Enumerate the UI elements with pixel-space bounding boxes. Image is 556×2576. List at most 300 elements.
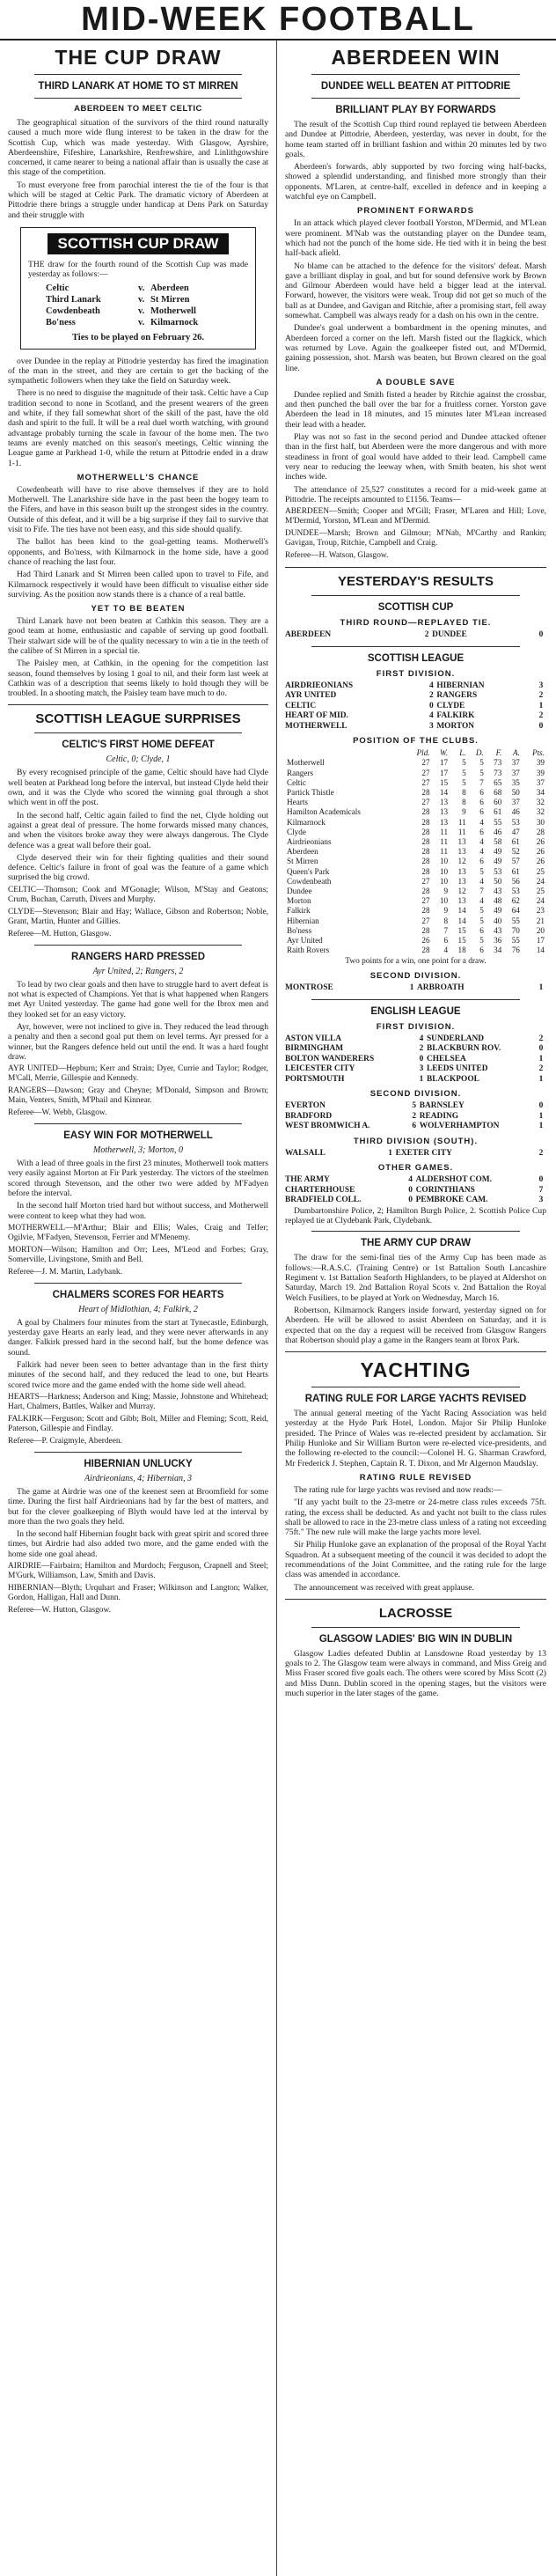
result-row	[285, 1149, 546, 1159]
table-cell: 5	[462, 777, 466, 787]
table-cell: 28	[421, 847, 430, 857]
table-cell: 49	[494, 847, 502, 857]
referee-line: Referee—M. Hutton, Glasgow.	[8, 929, 112, 938]
fixture-home: Bo'ness	[46, 317, 76, 328]
table-cell: 34	[536, 787, 545, 797]
league-results-table	[285, 681, 546, 732]
table-row	[285, 896, 546, 906]
article-paragraph: over Dundee in the replay at Pittodrie yesterday has fired the imagination of the man in the street, and they are certain to get the backing of the sympathetic followers when they take the field on Saturday week.	[8, 356, 268, 386]
table-cell: 64	[511, 906, 520, 916]
table-cell: 14	[457, 916, 466, 925]
home-score: 5	[412, 1101, 417, 1111]
table-cell: 8	[462, 798, 466, 807]
table-cell: 4	[479, 817, 484, 827]
results-title: YESTERDAY'S RESULTS	[338, 574, 494, 590]
prominent-paragraphs	[285, 218, 546, 372]
article-paragraph: Robertson, Kilmarnock Rangers inside forward, yesterday signed on for Aberdeen. He will be allowed to assist Aberdeen on Saturday, and it is expected that on the day a request will be received from Glasgow Rangers that Robertson should play a game in the Rangers team at Ibrox Park.	[285, 1305, 546, 1345]
table-cell: 4	[443, 946, 449, 955]
fixture-versus: v.	[138, 294, 145, 305]
fixture-home: Celtic	[46, 283, 70, 293]
table-note: Two points for a win, one point for a draw.	[345, 957, 486, 967]
table-cell: 52	[511, 847, 520, 857]
home-score: 4	[408, 1175, 413, 1185]
home-score: 4	[419, 1034, 424, 1043]
table-cell: 6	[443, 935, 449, 945]
team-line: RANGERS—Dawson; Gray and Cheyne; M'Donald, Simpson and Brown; Main, Venters, Smith, M'Phail and Kinnear.	[8, 1086, 268, 1106]
result-row	[285, 1122, 546, 1132]
result-row	[285, 630, 546, 641]
table-cell: 5	[479, 935, 484, 945]
table-cell: 28	[421, 946, 430, 955]
table-cell: 49	[494, 857, 502, 866]
table-cell: Kilmarnock	[287, 817, 326, 827]
yachting-heading: YACHTING	[360, 1358, 472, 1382]
table-cell: 32	[536, 807, 545, 817]
home-team: AIRDRIEONIANS	[285, 681, 354, 690]
double-save-paragraphs	[285, 390, 546, 504]
away-score: 0	[538, 1175, 544, 1185]
police-cup-note: Dumbartonshire Police, 2; Hamilton Burgh Police, 2. Scottish Police Cup replayed tie at Clydebank Park, Clydebank.	[285, 1205, 546, 1226]
article-paragraph: Play was not so fast in the second period and Dundee attacked oftener than in the first half, but Aberdeen were the more dangerous and with more steadiness in front of goal would have added to their lead. Campbell came very near to reducing the leeway when, with Smith beaten, his shot went inches wide.	[285, 432, 546, 482]
table-cell: 68	[494, 787, 502, 797]
result-row	[285, 681, 546, 692]
away-team: BARNSLEY	[419, 1101, 465, 1111]
home-team: MONTROSE	[285, 983, 333, 993]
table-cell: 11	[440, 827, 449, 836]
table-cell: 27	[421, 896, 430, 906]
table-cell: 26	[536, 847, 545, 857]
table-cell: Partick Thistle	[287, 787, 334, 797]
cup-draw-continued	[8, 357, 268, 468]
table-cell: 10	[439, 876, 449, 886]
hibernian-score: Airdrieonians, 4; Hibernian, 3	[84, 1473, 193, 1483]
article-paragraph: A goal by Chalmers four minutes from the start at Tynecastle, Edinburgh, yesterday gave Hearts an early lead, and they were never afterwards in any danger. Falkirk pressed hard in the second half, but the home defence was sound.	[8, 1317, 268, 1358]
table-row	[285, 847, 546, 857]
other-games-results	[285, 1175, 546, 1206]
home-team: AYR UNITED	[285, 691, 337, 701]
scottish-cup-heading: SCOTTISH CUP	[377, 602, 454, 614]
table-cell: 17	[536, 935, 545, 945]
aberdeen-win-title: ABERDEEN WIN	[331, 46, 501, 69]
table-cell: 26	[536, 836, 545, 846]
table-cell: 37	[536, 777, 545, 787]
home-team: WEST BROMWICH A.	[285, 1122, 370, 1131]
english-first-division: FIRST DIVISION.	[376, 1021, 456, 1032]
table-cell: 27	[421, 758, 430, 768]
lacrosse-subhead: GLASGOW LADIES' BIG WIN IN DUBLIN	[318, 1633, 513, 1645]
away-team: EXETER CITY	[395, 1148, 452, 1158]
table-row	[285, 877, 546, 887]
table-cell: Motherwell	[287, 758, 325, 768]
home-score: 2	[419, 1044, 424, 1054]
table-cell: 10	[439, 857, 449, 866]
table-cell: 27	[421, 916, 430, 925]
article-paragraph: Sir Philip Hunloke gave an explanation of the proposal of the Royal Yacht Squadron. At a subsequent meeting of the council it was decided to adopt the recommendations of the Joint Committee, and the rating rule for the large class was amended in accordance.	[285, 1540, 546, 1580]
table-cell: 13	[439, 817, 449, 827]
away-score: 0	[538, 721, 544, 731]
away-score: 0	[538, 1044, 544, 1054]
table-cell: 6	[479, 857, 484, 866]
table-cell: 37	[511, 758, 520, 768]
table-cell: 28	[421, 866, 430, 876]
motherwell-score: Motherwell, 3; Morton, 0	[93, 1145, 183, 1156]
home-score: 0	[408, 1185, 413, 1195]
table-cell: 17	[439, 768, 449, 777]
table-row	[285, 828, 546, 837]
result-row	[285, 1186, 546, 1196]
table-cell: 24	[536, 876, 545, 886]
hearts-score: Heart of Midlothian, 4; Falkirk, 2	[78, 1304, 198, 1314]
table-cell: 30	[536, 817, 545, 827]
table-cell: 4	[479, 896, 484, 906]
result-row	[285, 702, 546, 712]
table-cell: 55	[494, 817, 502, 827]
table-cell: 13	[439, 798, 449, 807]
table-cell: 28	[421, 787, 430, 797]
table-row	[285, 887, 546, 896]
table-header-cell: F.	[495, 748, 502, 758]
cup-draw-subhead: THIRD LANARK AT HOME TO ST MIRREN	[38, 81, 238, 92]
table-cell: 5	[479, 906, 484, 916]
fixture-home: Cowdenbeath	[46, 305, 100, 316]
table-cell: Hamilton Academicals	[287, 807, 361, 817]
away-team: PEMBROKE CAM.	[415, 1196, 488, 1205]
fixture-row	[28, 317, 248, 328]
article-paragraph: Dundee's goal underwent a bombardment in the opening minutes, and Aberdeen forced a corner on the left. Marsh fisted out the flagkick, which was returned by Love. Again the goalkeeper fisted out, and M'Dermid, gaining possession, shot. Marsh was beaten, but Brown cleared on the goal line.	[285, 323, 546, 373]
away-team: RANGERS	[436, 691, 478, 701]
table-cell: 65	[494, 777, 502, 787]
table-header-cell	[285, 748, 406, 758]
table-cell: 7	[443, 925, 449, 935]
table-cell: Ayr United	[287, 935, 323, 945]
away-score: 0	[538, 1101, 544, 1111]
table-cell: 27	[421, 798, 430, 807]
home-team: BRADFIELD COLL.	[285, 1196, 362, 1205]
fixture-row	[28, 294, 248, 305]
table-cell: 7	[479, 886, 484, 895]
table-row	[285, 769, 546, 778]
home-team: CHARTERHOUSE	[285, 1185, 355, 1195]
article-paragraph: Cowdenbeath will have to rise above themselves if they are to hold Motherwell. The Lanarkshire side have in the past been the bogey team to the Fifers, and have in this season built up the strongest sides in the country. Outside of this defeat, and it will be a big surprise if they fail to survive that visit to Fife. The ties have not been easy, and this side should qualify.	[8, 484, 268, 535]
table-row	[285, 798, 546, 807]
table-cell: 37	[511, 798, 520, 807]
home-team: LEICESTER CITY	[285, 1064, 355, 1074]
rating-rule-heading: RATING RULE FOR LARGE YACHTS REVISED	[304, 1394, 527, 1405]
table-cell: Falkirk	[287, 906, 311, 916]
table-row	[285, 916, 546, 926]
away-score: 7	[538, 1185, 544, 1195]
fixture-list	[28, 283, 248, 328]
table-row	[285, 946, 546, 955]
article-paragraph: To must everyone free from parochial interest the tie of the four is that which will be staged at Celtic Park. The dramatic victory of Aberdeen at Pittodrie there brings a struggle under handicap at Dens Park on Saturday and their struggle with	[8, 180, 268, 220]
position-heading: POSITION OF THE CLUBS.	[353, 736, 479, 747]
lacrosse-paragraphs	[285, 1649, 546, 1698]
prominent-forwards-heading: PROMINENT FORWARDS	[357, 206, 474, 217]
article-paragraph: The Paisley men, at Cathkin, in the opening for the competition last season, found themselves by losing 1 goal to nil, and their form last week at Cathkin was of a description that seems likely to hold though they will be troubled. In a shooting match, the Paisley team have much to do.	[8, 659, 268, 699]
article-paragraph: In the second half, Celtic again failed to find the net, Clyde holding out against a great deal of pressure. The home forwards missed many chances, and when the visitors broke away they were always dangerous. The Clyde defence was a great wall before their goal.	[8, 810, 268, 850]
team-line: DUNDEE—Marsh; Brown and Gilmour; M'Nab, M'Carthy and Rankin; Gavigan, Troup, Ritchie, Campbell and Craig.	[285, 529, 546, 548]
celtic-defeat-title: CELTIC'S FIRST HOME DEFEAT	[62, 740, 215, 751]
away-team: BLACKBURN ROV.	[426, 1044, 501, 1054]
table-cell: 8	[443, 916, 449, 925]
referee-line: Referee—J. M. Martin, Ladybank.	[8, 1267, 122, 1277]
table-cell: 61	[511, 866, 520, 876]
away-team: FALKIRK	[436, 711, 475, 721]
home-team: MOTHERWELL	[285, 721, 348, 731]
divider	[34, 1452, 242, 1453]
table-cell: Aberdeen	[287, 847, 318, 857]
table-cell: 12	[457, 857, 466, 866]
table-cell: 27	[421, 777, 430, 787]
table-header-row	[285, 748, 546, 758]
away-score: 2	[538, 1064, 544, 1074]
table-cell: 27	[421, 768, 430, 777]
article-paragraph: The game at Airdrie was one of the keenest seen at Broomfield for some time. During the first half Airdrieonians had by far the best of matters, and but for the clever goalkeeping of Blyth would have led at the interval by more than the two goals they held.	[8, 1486, 268, 1527]
result-row	[285, 1055, 546, 1065]
away-team: HIBERNIAN	[436, 681, 485, 690]
article-paragraph: Third Lanark have not been beaten at Cathkin this season. They are a good team at home, enthusiastic and capable of serving up good football. Their stalwart side will be of the quality necessary to win a tie in the teeth of the calibre of St Mirren in a special tie.	[8, 616, 268, 656]
away-team: WOLVERHAMPTON	[419, 1122, 500, 1131]
home-score: 2	[428, 691, 434, 701]
home-team: BOLTON WANDERERS	[285, 1054, 375, 1064]
table-cell: 15	[457, 935, 466, 945]
cup-results-table	[285, 630, 546, 641]
home-team: THE ARMY	[285, 1175, 330, 1185]
table-cell: Airdrieonians	[287, 836, 332, 846]
cup-draw-box	[20, 227, 256, 350]
divider	[34, 74, 242, 75]
divider	[285, 1599, 546, 1600]
article-paragraph: Ayr, however, were not inclined to give in. They reduced the lead through a penalty and then a second goal put them on level terms. Ayr pressed for a winner, but the Rangers defence held out until the end. It was a hard fought draw.	[8, 1021, 268, 1062]
article-paragraph: There is no need to disguise the magnitude of their task. Celtic have a Cup tradition second to none in Scotland, and the present wearers of the green and white, if they fall somewhat short of the skill of the past, have the old dash and spirit to the full. It will be a real duel worth watching, with ground advantage probably turning the scale in favour of the home men. The two teams are evenly matched on this season's meetings, Celtic winning the League game at Parkhead 1-0, while the return at Pittodrie ended in a draw 1-1.	[8, 388, 268, 468]
table-cell: 73	[494, 768, 502, 777]
celtic-score: Celtic, 0; Clyde, 1	[106, 754, 171, 765]
home-team: BRADFORD	[285, 1111, 333, 1121]
table-cell: 5	[462, 758, 466, 768]
article-paragraph: In the second half Morton tried hard but without success, and Motherwell were content to keep what they had won.	[8, 1201, 268, 1221]
table-cell: 39	[536, 768, 545, 777]
rating-paragraphs	[285, 1485, 546, 1593]
away-score: 1	[538, 983, 544, 993]
divider	[311, 595, 520, 596]
result-row	[285, 983, 546, 994]
home-score: 4	[428, 711, 434, 721]
table-cell: 48	[494, 896, 502, 906]
result-row	[285, 1175, 546, 1186]
article-paragraph: Aberdeen's forwards, ably supported by two forcing wing half-backs, showed a splendid understanding, and finished more strongly than their opponents. M'Laren, at centre-half, excelled in defence and in keeping a watchful eye on Campbell.	[285, 162, 546, 202]
table-cell: 4	[479, 876, 484, 886]
table-cell: 6	[479, 807, 484, 817]
aberdeen-subhead-2: BRILLIANT PLAY BY FORWARDS	[335, 105, 496, 115]
table-cell: 61	[494, 807, 502, 817]
home-team: HEART OF MID.	[285, 711, 348, 721]
table-cell: Hearts	[287, 798, 308, 807]
table-cell: 9	[462, 807, 466, 817]
table-cell: 5	[479, 758, 484, 768]
hearts-paragraphs	[8, 1318, 268, 1390]
table-cell: 13	[457, 896, 466, 906]
table-cell: 25	[536, 866, 545, 876]
home-team: WALSALL	[285, 1148, 326, 1158]
table-cell: 35	[511, 777, 520, 787]
motherwell-chance-heading: MOTHERWELL'S CHANCE	[77, 472, 200, 482]
article-paragraph: The result of the Scottish Cup third round replayed tie between Aberdeen and Dundee at Pittodrie, Aberdeen, yesterday, was never in doubt, for the home team started off in brilliant fashion and within 20 minutes led by two goals.	[285, 120, 546, 159]
team-line: CELTIC—Thomson; Cook and M'Gonagle; Wilson, M'Stay and Geatons; Crum, Buchan, Carruth, Divers and Murphy.	[8, 885, 268, 904]
left-column	[0, 40, 277, 2576]
table-cell: 28	[421, 836, 430, 846]
table-cell: 14	[439, 787, 449, 797]
table-header-cell: Pld.	[416, 748, 430, 758]
table-cell: 26	[421, 935, 430, 945]
table-cell: 50	[511, 787, 520, 797]
divider	[8, 704, 268, 705]
masthead-banner	[0, 0, 556, 40]
table-cell: Dundee	[287, 886, 312, 895]
divider	[34, 732, 242, 733]
home-score: 3	[428, 721, 434, 731]
motherwell-win-title: EASY WIN FOR MOTHERWELL	[63, 1130, 213, 1142]
table-cell: 28	[421, 827, 430, 836]
divider	[311, 1627, 520, 1628]
table-cell: 21	[536, 916, 545, 925]
home-score: 2	[412, 1111, 417, 1121]
fixture-away: Motherwell	[150, 305, 196, 316]
team-line: AIRDRIE—Fairbairn; Hamilton and Murdoch; Ferguson, Crapnell and Steel; M'Gurk, Williamson, Law, Smith and Davis.	[8, 1562, 268, 1581]
table-cell: 14	[536, 946, 545, 955]
fixture-away: Kilmarnock	[150, 317, 199, 328]
home-team: CELTIC	[285, 701, 317, 710]
table-cell: 24	[536, 896, 545, 906]
hibernian-title: HIBERNIAN UNLUCKY	[84, 1458, 193, 1469]
fixture-row	[28, 305, 248, 317]
divider	[311, 98, 520, 99]
english-first-results	[285, 1034, 546, 1086]
fixture-home: Third Lanark	[46, 294, 101, 305]
table-row	[285, 807, 546, 817]
table-row	[285, 906, 546, 916]
result-row	[285, 1112, 546, 1122]
result-row	[285, 1034, 546, 1045]
table-cell: 46	[511, 807, 520, 817]
lacrosse-heading: LACROSSE	[378, 1605, 453, 1621]
home-score: 1	[409, 983, 414, 993]
other-games-heading: OTHER GAMES.	[377, 1163, 454, 1174]
away-score: 0	[538, 630, 544, 640]
home-score: 1	[388, 1148, 392, 1158]
divider	[285, 567, 546, 568]
table-cell: 47	[511, 827, 520, 836]
article-paragraph: Falkirk had never been seen to better advantage than in the first thirty minutes of the second half, and they reduced the lead to one, but Hearts scored twice more and the game ended with the home side well ahead.	[8, 1360, 268, 1390]
away-team: DUNDEE	[432, 630, 467, 640]
rangers-score: Ayr United, 2; Rangers, 2	[92, 966, 184, 976]
table-cell: Bo'ness	[287, 925, 312, 935]
table-cell: 9	[443, 906, 449, 916]
hearts-title: CHALMERS SCORES FOR HEARTS	[52, 1289, 224, 1300]
table-cell: 28	[421, 807, 430, 817]
divider	[285, 1351, 546, 1352]
table-cell: 13	[457, 847, 466, 857]
table-cell: 40	[494, 916, 502, 925]
article-paragraph: The rating rule for large yachts was revised and now reads:—	[294, 1484, 502, 1495]
home-score: 4	[428, 681, 434, 690]
table-cell: 57	[511, 857, 520, 866]
team-line: HIBERNIAN—Blyth; Urquhart and Fraser; Wilkinson and Langton; Walker, Gordon, Halligan, Hall and Dunn.	[8, 1584, 268, 1603]
table-cell: 15	[439, 777, 449, 787]
table-cell: 6	[479, 946, 484, 955]
home-team: PORTSMOUTH	[285, 1074, 345, 1084]
home-team: BIRMINGHAM	[285, 1044, 344, 1054]
result-row	[285, 722, 546, 732]
table-cell: 70	[511, 925, 520, 935]
away-team: READING	[419, 1111, 459, 1121]
table-cell: Cowdenbeath	[287, 876, 332, 886]
away-score: 3	[538, 681, 544, 690]
aberdeen-paragraphs	[285, 120, 546, 202]
yet-to-be-beaten-heading: YET TO BE BEATEN	[91, 604, 186, 615]
table-header-cell: Pts.	[531, 748, 545, 758]
table-header-cell: D.	[475, 748, 484, 758]
table-cell: 56	[511, 876, 520, 886]
table-cell: 36	[494, 935, 502, 945]
table-cell: 76	[511, 946, 520, 955]
result-row	[285, 1101, 546, 1112]
table-cell: 55	[511, 935, 520, 945]
table-cell: 13	[457, 876, 466, 886]
article-paragraph: Dundee replied and Smith fisted a header by Ritchie against the crossbar, and then punched the ball over the bar for a fruitless corner. Yorston gave Aberdeen the lead in 18 minutes, and 15 minutes later M'Lean increased their lead with a header.	[285, 389, 546, 430]
table-cell: 55	[511, 916, 520, 925]
team-line: MORTON—Wilson; Hamilton and Orr; Lees, M'Leod and Forbes; Gray, Somerville, Livingstone, Smith and Bell.	[8, 1245, 268, 1264]
table-cell: 37	[511, 768, 520, 777]
table-cell: 18	[457, 946, 466, 955]
fixture-away: Aberdeen	[150, 283, 189, 293]
table-cell: 28	[421, 906, 430, 916]
table-cell: 60	[494, 798, 502, 807]
table-cell: 6	[479, 925, 484, 935]
divider	[34, 1283, 242, 1284]
league-table	[285, 748, 546, 955]
away-team: MORTON	[436, 721, 475, 731]
table-cell: 13	[439, 807, 449, 817]
english-league-heading: ENGLISH LEAGUE	[370, 1005, 461, 1017]
table-cell: 53	[511, 886, 520, 895]
table-row	[285, 788, 546, 798]
article-paragraph: Glasgow Ladies defeated Dublin at Lansdowne Road yesterday by 13 goals to 2. The Glasgow team were always in command, and Miss Greig and Miss Fraser scored five goals each. The others were scored by Miss Scott (2) and Miss Dunn. Dublin scored in the opening stages, but the visitors were much superior in the later stages of the game.	[285, 1648, 546, 1699]
fixture-versus: v.	[138, 305, 145, 316]
table-cell: 62	[511, 896, 520, 906]
article-paragraph: Clyde deserved their win for their fighting qualities and their sound defence. Celtic's failure in front of goal was the feature of a game which surprised the big crowd.	[8, 852, 268, 883]
masthead: MID-WEEK FOOTBALL	[81, 1, 475, 38]
divider	[34, 945, 242, 946]
table-row	[285, 837, 546, 847]
article-paragraph: The annual general meeting of the Yacht Racing Association was held yesterday at the Hyde Park Hotel, London. Major Sir Philip Hunloke presided. The Prince of Wales was re-elected president by acclamation. Sir Philip Hunloke and Sir William Burton were re-elected vice-presidents, and the following re-elected to the council:—Colonel H. G. Sharman Crawford, Mr Frederick J. Stephen, Captain R. T. Dixon, and Mr Algernon Maudslay.	[285, 1409, 546, 1468]
article-paragraph: The ballot has been kind to the goal-getting teams. Motherwell's opponents, and Bo'ness, with Kilmarnock in the home side, have a good chance of reaching the last four.	[8, 537, 268, 567]
table-cell: 32	[536, 798, 545, 807]
table-row	[285, 857, 546, 866]
english-third-results	[285, 1149, 546, 1159]
referee-line: Referee—P. Craigmyle, Aberdeen.	[8, 1436, 122, 1446]
army-cup-heading: THE ARMY CUP DRAW	[360, 1238, 472, 1249]
table-cell: Rangers	[287, 768, 314, 777]
article-paragraph: To lead by two clear goals and then have to struggle hard to avert defeat is not what is expected of Champions. Yet that is what happened when Rangers met Ayr United yesterday. The game had gone well for the Ibrox men and they looked set for an easy victory.	[8, 979, 268, 1019]
table-cell: 28	[536, 827, 545, 836]
divider	[311, 646, 520, 647]
away-team: CHELSEA	[426, 1054, 466, 1064]
table-cell: 28	[421, 857, 430, 866]
away-team: BLACKPOOL	[426, 1074, 479, 1084]
table-cell: 20	[536, 925, 545, 935]
yet-paragraphs	[8, 616, 268, 698]
article-paragraph: The draw for the semi-final ties of the Army Cup has been made as follows:—R.A.S.C. (Training Centre) or 1st Battalion South Lancashire Regiment v. 1st Battalion Seaforth Highlanders, to be played at Aldershot on Saturday, March 19. 2nd Battalion Royal Scots v. 2nd Battalion the Royal Welch Fusiliers, to be played at York on Wednesday, March 16.	[285, 1253, 546, 1303]
